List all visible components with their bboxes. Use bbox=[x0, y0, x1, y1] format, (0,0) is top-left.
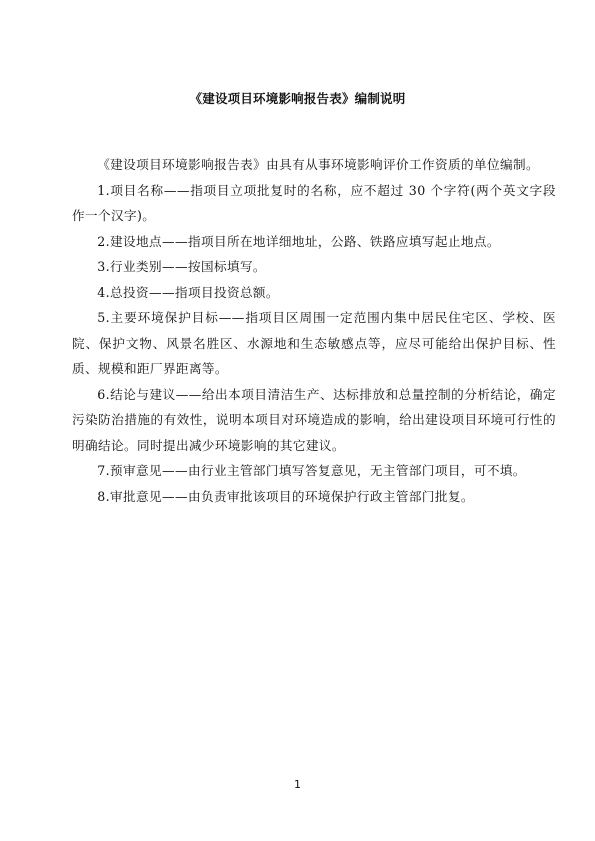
intro-paragraph: 《建设项目环境影响报告表》由具有从事环境影响评价工作资质的单位编制。 bbox=[97, 157, 539, 172]
item-approval-opinion: 8.审批意见——由负责审批该项目的环境保护行政主管部门批复。 bbox=[97, 488, 474, 504]
item-industry-category: 3.行业类别——按国标填写。 bbox=[97, 259, 266, 274]
page-number: 1 bbox=[294, 778, 301, 791]
item-construction-site: 2.建设地点——指项目所在地详细地址，公路、铁路应填写起止地点。 bbox=[97, 233, 500, 249]
item-pre-review-opinion: 7.预审意见——由行业主管部门填写答复意见，无主管部门项目，可不填。 bbox=[97, 463, 526, 478]
document-body bbox=[72, 152, 556, 509]
item-environmental-protection-targets: 5.主要环境保护目标——指项目区周围一定范围内集中居民住宅区、学校、医院、保护文物、风景名胜区、水源地和生态敏感点等，应尽可能给出保护目标、性质、规模和距厂界距离等。 bbox=[72, 310, 556, 376]
document-title: 《建设项目环境影响报告表》编制说明 bbox=[189, 91, 406, 106]
item-project-name: 1.项目名称——指项目立项批复时的名称，应不超过 30 个字符(两个英文字段作一个汉字)。 bbox=[72, 182, 556, 223]
item-total-investment: 4.总投资——指项目投资总额。 bbox=[97, 284, 279, 300]
item-conclusions-and-suggestions: 6.结论与建议——给出本项目清洁生产、达标排放和总量控制的分析结论，确定污染防治措施的有效性，说明本项目对环境造成的影响，给出建设项目环境可行性的明确结论。同时提出减少环境影响的其它建议。 bbox=[72, 386, 556, 453]
